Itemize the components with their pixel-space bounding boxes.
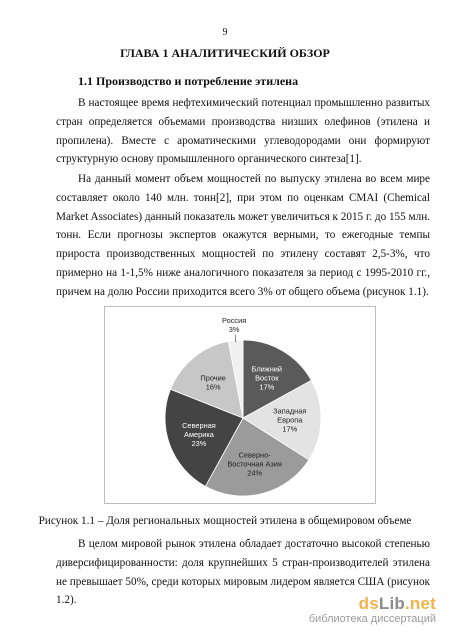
paragraph-intro: В настоящее время нефтехимический потенциал промышленно развитых стран определяется объемами производства низших олефинов (этилена и пропилена). Вместе с ароматическими углеводородами они формируют структурную основу промышленного органического синтеза[1]. bbox=[56, 97, 430, 166]
pie-chart bbox=[105, 307, 375, 503]
figure-caption: Рисунок 1.1 – Доля региональных мощностей этилена в общемировом объеме bbox=[38, 515, 412, 527]
watermark-logo-ds: ds bbox=[358, 594, 379, 613]
watermark-logo-net: .net bbox=[404, 594, 436, 613]
page-number: 9 bbox=[222, 27, 228, 38]
watermark-tagline: библиотека диссертаций bbox=[308, 613, 436, 625]
watermark-logo bbox=[309, 595, 436, 613]
paragraph-capacity: На данный момент объем мощностей по выпуску этилена во всем мире составляет около 140 млн. тонн[2], при этом по оценкам CMAI (Chemical Market Associates) данный показатель может увеличиться к 2015 г. до 155 млн. тонн. Если прогнозы экспертов окажутся верными, то ежегодные темпы прироста производственных мощностей по этилену составят 2,5-3%, что примерно на 1-1,5% ниже аналогичного показателя за период с 1995-2010 гг., причем на долю России приходится всего 3% от общего объема (рисунок 1.1). bbox=[56, 173, 430, 298]
section-title: 1.1 Производство и потребление этилена bbox=[78, 74, 299, 88]
watermark-logo-lib: Lib bbox=[378, 594, 405, 613]
paragraph-market: В целом мировой рынок этилена обладает достаточно высокой степенью диверсифицированности: доля крупнейших 5 стран-производителей этилена не превышает 50%, среди которых мировым лидером является США (рисунок 1.2). bbox=[56, 538, 430, 607]
slice-label-2: Северно-Восточная Азия 24% bbox=[227, 450, 282, 478]
watermark bbox=[309, 595, 436, 625]
slice-label-5: Россия 3% bbox=[222, 315, 247, 334]
slice-label-4: Прочие 16% bbox=[200, 373, 226, 392]
slice-label-0: Ближний Восток 17% bbox=[251, 364, 283, 392]
pie-chart-frame bbox=[104, 306, 376, 504]
chapter-title: ГЛАВА 1 АНАЛИТИЧЕСКИЙ ОБЗОР bbox=[120, 46, 330, 60]
slice-label-3: Северная Америка 23% bbox=[182, 420, 216, 448]
slice-label-1: Западная Европа 17% bbox=[273, 406, 307, 434]
